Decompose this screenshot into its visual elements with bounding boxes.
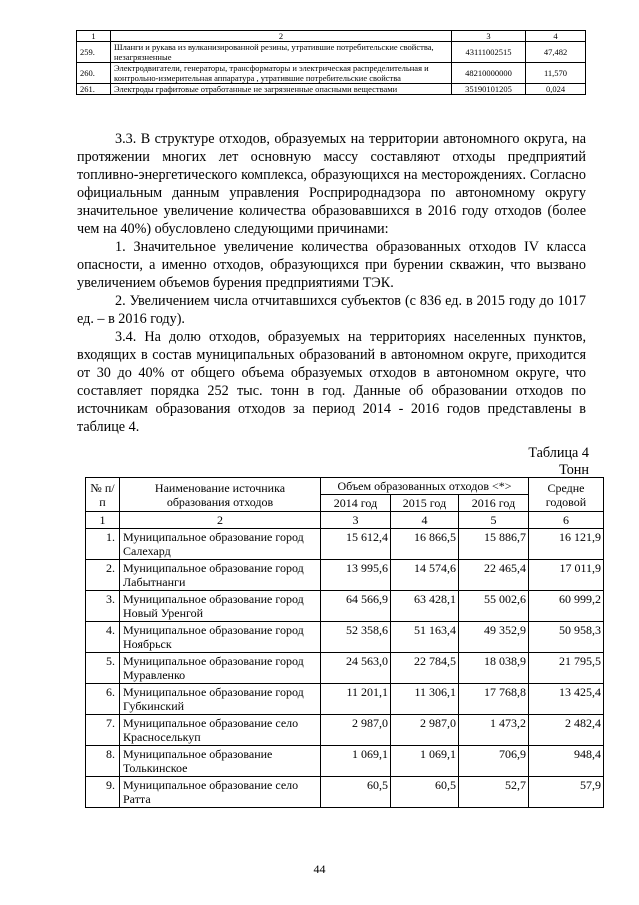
table-row (86, 777, 604, 808)
row-number: 9. (86, 777, 120, 808)
value-2016: 22 465,4 (459, 560, 529, 591)
waste-name: Электроды графитовые отработанные не загрязненные опасными веществами (111, 84, 452, 95)
header-row (86, 478, 604, 495)
table-row (77, 63, 586, 84)
table-row (86, 560, 604, 591)
row-number: 1. (86, 529, 120, 560)
source-name: Муниципальное образование село Красноселькуп (120, 715, 321, 746)
value-2015: 2 987,0 (391, 715, 459, 746)
value-2014: 13 995,6 (321, 560, 391, 591)
source-name: Муниципальное образование село Ратта (120, 777, 321, 808)
value-2014: 60,5 (321, 777, 391, 808)
waste-value: 47,482 (526, 42, 586, 63)
col-header-volume: Объем образованных отходов <*> (321, 478, 529, 495)
value-2015: 60,5 (391, 777, 459, 808)
waste-code: 43111002515 (452, 42, 526, 63)
table-row (86, 529, 604, 560)
value-2014: 15 612,4 (321, 529, 391, 560)
row-number: 259. (77, 42, 111, 63)
col-header-2015: 2015 год (391, 495, 459, 512)
waste-catalog-header-row (77, 31, 586, 42)
value-2015: 1 069,1 (391, 746, 459, 777)
paragraph-reason-2: 2. Увеличением числа отчитавшихся субъектов (с 836 ед. в 2015 году до 1017 ед. – в 2016 году). (77, 293, 586, 327)
column-number: 4 (391, 512, 459, 529)
value-2016: 1 473,2 (459, 715, 529, 746)
table-row (86, 715, 604, 746)
value-avg: 57,9 (529, 777, 604, 808)
page-number: 44 (313, 862, 326, 876)
source-name: Муниципальное образование город Муравленко (120, 653, 321, 684)
table-unit: Тонн (559, 462, 589, 478)
source-name: Муниципальное образование город Салехард (120, 529, 321, 560)
body-text (77, 130, 586, 436)
waste-code: 48210000000 (452, 63, 526, 84)
value-2016: 55 002,6 (459, 591, 529, 622)
row-number: 260. (77, 63, 111, 84)
waste-catalog-table (76, 30, 586, 95)
value-2016: 49 352,9 (459, 622, 529, 653)
col-header-2014: 2014 год (321, 495, 391, 512)
value-avg: 13 425,4 (529, 684, 604, 715)
value-2015: 22 784,5 (391, 653, 459, 684)
source-name: Муниципальное образование город Новый Уренгой (120, 591, 321, 622)
value-avg: 16 121,9 (529, 529, 604, 560)
table-row (77, 42, 586, 63)
source-name: Муниципальное образование город Лабытнанги (120, 560, 321, 591)
source-name: Муниципальное образование Толькинское (120, 746, 321, 777)
value-avg: 2 482,4 (529, 715, 604, 746)
value-2015: 51 163,4 (391, 622, 459, 653)
table-row (86, 591, 604, 622)
value-2014: 64 566,9 (321, 591, 391, 622)
row-number: 6. (86, 684, 120, 715)
table-row (86, 622, 604, 653)
waste-value: 0,024 (526, 84, 586, 95)
row-number: 3. (86, 591, 120, 622)
source-name: Муниципальное образование город Губкинский (120, 684, 321, 715)
value-2014: 1 069,1 (321, 746, 391, 777)
column-number-row (86, 512, 604, 529)
table-row (86, 746, 604, 777)
table-row (86, 684, 604, 715)
header-cell: 2 (111, 31, 452, 42)
waste-value: 11,570 (526, 63, 586, 84)
value-avg: 948,4 (529, 746, 604, 777)
waste-name: Шланги и рукава из вулканизированной резины, утратившие потребительские свойства, незагрязненные (111, 42, 452, 63)
waste-code: 35190101205 (452, 84, 526, 95)
value-2014: 24 563,0 (321, 653, 391, 684)
column-number: 3 (321, 512, 391, 529)
table-row (77, 84, 586, 95)
value-2016: 18 038,9 (459, 653, 529, 684)
value-2014: 2 987,0 (321, 715, 391, 746)
value-2016: 15 886,7 (459, 529, 529, 560)
value-2015: 14 574,6 (391, 560, 459, 591)
waste-name: Электродвигатели, генераторы, трансформаторы и электрическая распределительная и контрольно-измерительная аппаратура , утратившие потребительские свойства (111, 63, 452, 84)
waste-sources-table (85, 477, 604, 808)
col-header-2016: 2016 год (459, 495, 529, 512)
row-number: 7. (86, 715, 120, 746)
col-header-avg: Средне годовой (529, 478, 604, 512)
column-number: 6 (529, 512, 604, 529)
value-avg: 17 011,9 (529, 560, 604, 591)
row-number: 2. (86, 560, 120, 591)
paragraph-3-3: 3.3. В структуре отходов, образуемых на территории автономного округа, на протяжении многих лет основную массу составляют отходы предприятий топливно-энергетического комплекса, образующихся на месторождениях. Согласно официальным данным управления Росприроднадзора по автономному округу значительное увеличение количества образовавшихся в 2016 году отходов (более чем на 40%) обусловлено следующими причинами: (77, 131, 586, 237)
value-avg: 50 958,3 (529, 622, 604, 653)
value-avg: 60 999,2 (529, 591, 604, 622)
table-title: Таблица 4 (528, 445, 589, 461)
value-2014: 11 201,1 (321, 684, 391, 715)
value-2016: 52,7 (459, 777, 529, 808)
column-number: 1 (86, 512, 120, 529)
source-name: Муниципальное образование город Ноябрьск (120, 622, 321, 653)
value-2015: 11 306,1 (391, 684, 459, 715)
table-caption (528, 445, 589, 479)
column-number: 2 (120, 512, 321, 529)
paragraph-3-4: 3.4. На долю отходов, образуемых на территориях населенных пунктов, входящих в состав муниципальных образований в автономном округе, приходится от 30 до 40% от общего объема образуемых отходов в автономном округе, что составляет порядка 252 тыс. тонн в год. Данные об образовании отходов по источникам образования отходов за период 2014 - 2016 годов представлены в таблице 4. (77, 329, 586, 435)
value-2016: 17 768,8 (459, 684, 529, 715)
value-2015: 63 428,1 (391, 591, 459, 622)
col-header-no: № п/п (86, 478, 120, 512)
col-header-name: Наименование источника образования отходов (120, 478, 321, 512)
value-avg: 21 795,5 (529, 653, 604, 684)
value-2015: 16 866,5 (391, 529, 459, 560)
value-2016: 706,9 (459, 746, 529, 777)
table-row (86, 653, 604, 684)
row-number: 8. (86, 746, 120, 777)
header-cell: 3 (452, 31, 526, 42)
row-number: 261. (77, 84, 111, 95)
header-cell: 1 (77, 31, 111, 42)
value-2014: 52 358,6 (321, 622, 391, 653)
row-number: 5. (86, 653, 120, 684)
row-number: 4. (86, 622, 120, 653)
column-number: 5 (459, 512, 529, 529)
paragraph-reason-1: 1. Значительное увеличение количества образованных отходов IV класса опасности, а именно отходов, образующихся при бурении скважин, что вызвано увеличением объемов бурения предприятиями ТЭК. (77, 239, 586, 291)
header-cell: 4 (526, 31, 586, 42)
